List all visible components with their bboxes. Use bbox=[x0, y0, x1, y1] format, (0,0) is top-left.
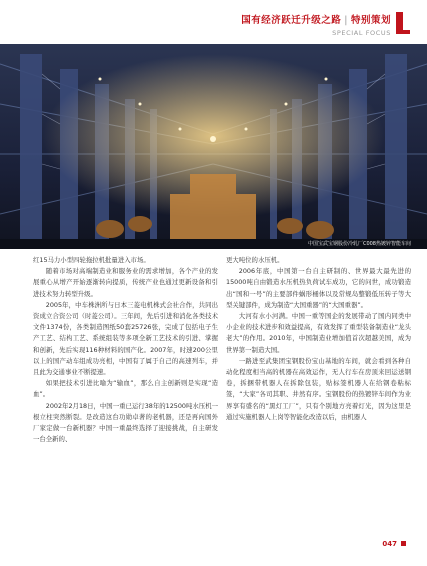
header-accent-foot bbox=[403, 30, 410, 34]
paragraph: 一路进至武集团宝钢股份宝山基地的车间，就会看到各种自动化程度相当高的机器在高效运作，无人行车在房顶来回运送钢卷，拆捆带机器人在拆除包装，贴标签机器人在给钢卷粘标签，“大家”各司其职、井然有序。宝钢股份的热镀锌车间作为业界享有盛名的“黑灯工厂”，只有个别地方亮着灯光，因为这里是通过实施机器人上岗等智能化改造以后，由机器人 bbox=[226, 356, 411, 421]
paragraph: 红15马力小型四轮拖拉机批量进入市场。 bbox=[33, 256, 150, 264]
header-title-line bbox=[241, 12, 391, 26]
right-column bbox=[226, 255, 411, 423]
factory-photo-illustration bbox=[0, 44, 427, 249]
running-header bbox=[241, 12, 391, 37]
header-accent-bar bbox=[396, 12, 403, 34]
paragraph: 2005年，中车株洲所与日本三菱电机株式会社合作，共同出资成立合资公司（时菱公司）。三年间，先后引进和消化各类技术文件1374份，各类制造图纸50套25726张，完成了包括电子生产工艺、结构工艺、系统组装等多项全新工艺技术的引进、掌握和创新，先后实现116种材料的国产化。2007年，时速200公里以上的国产动车组成功亮相，中国有了属于自己的高速列车，并且此为交通事业不断提速。 bbox=[33, 300, 218, 377]
page-number: 047 bbox=[382, 540, 397, 548]
paragraph: 如果把技术引进比喻为“输血”，那么自主创新则是实现“造血”。 bbox=[33, 379, 218, 399]
left-column bbox=[33, 255, 218, 445]
factory-photo bbox=[0, 44, 427, 249]
section-title: 国有经济跃迁升级之路 bbox=[241, 15, 342, 26]
paragraph: 2002年2月18日，中国一重已运行38年的12500吨水压机一根立柱突然断裂。是改造这台功勋卓著的老机器，还是再向国外厂家定做一台新机器？中国一重最终选择了迎接挑战，自主研发一台全新的、 bbox=[33, 401, 218, 444]
page-number-marker bbox=[401, 541, 406, 546]
paragraph: 2006年底，中国第一台自主研制的、世界最大最先进的15000吨自由锻造水压机热负荷试车成功，它的问世，成功锻造出“国和一号”的主要部件蜗形桶体以及常规岛整锻低压转子等大型关键部件，成为制造“大国重器”的“大国重器”。 bbox=[226, 267, 411, 309]
photo-caption: 中国宝武宝钢股份冷轧厂C008热镀锌智能车间 bbox=[307, 241, 411, 247]
header-subtitle: SPECIAL FOCUS bbox=[332, 29, 391, 37]
paragraph: 大河有水小河满。中国一重等国企的发展带动了国内同类中小企业的技术进步和效益提高，有效发挥了重型装备制造业“龙头老大”的作用。2010年，中国制造业增加值首次超越美国，成为世界第一制造大国。 bbox=[226, 312, 411, 354]
section-tag: 特别策划 bbox=[350, 15, 391, 26]
header-separator: | bbox=[344, 15, 348, 26]
paragraph: 更大吨位的水压机。 bbox=[226, 256, 284, 264]
paragraph: 随着市场对高端制造业和服务业的需求增加，各个产业的发展重心从增产开始逐渐转向提质，传统产业也通过更新设备和引进技术努力转型升级。 bbox=[33, 267, 218, 298]
